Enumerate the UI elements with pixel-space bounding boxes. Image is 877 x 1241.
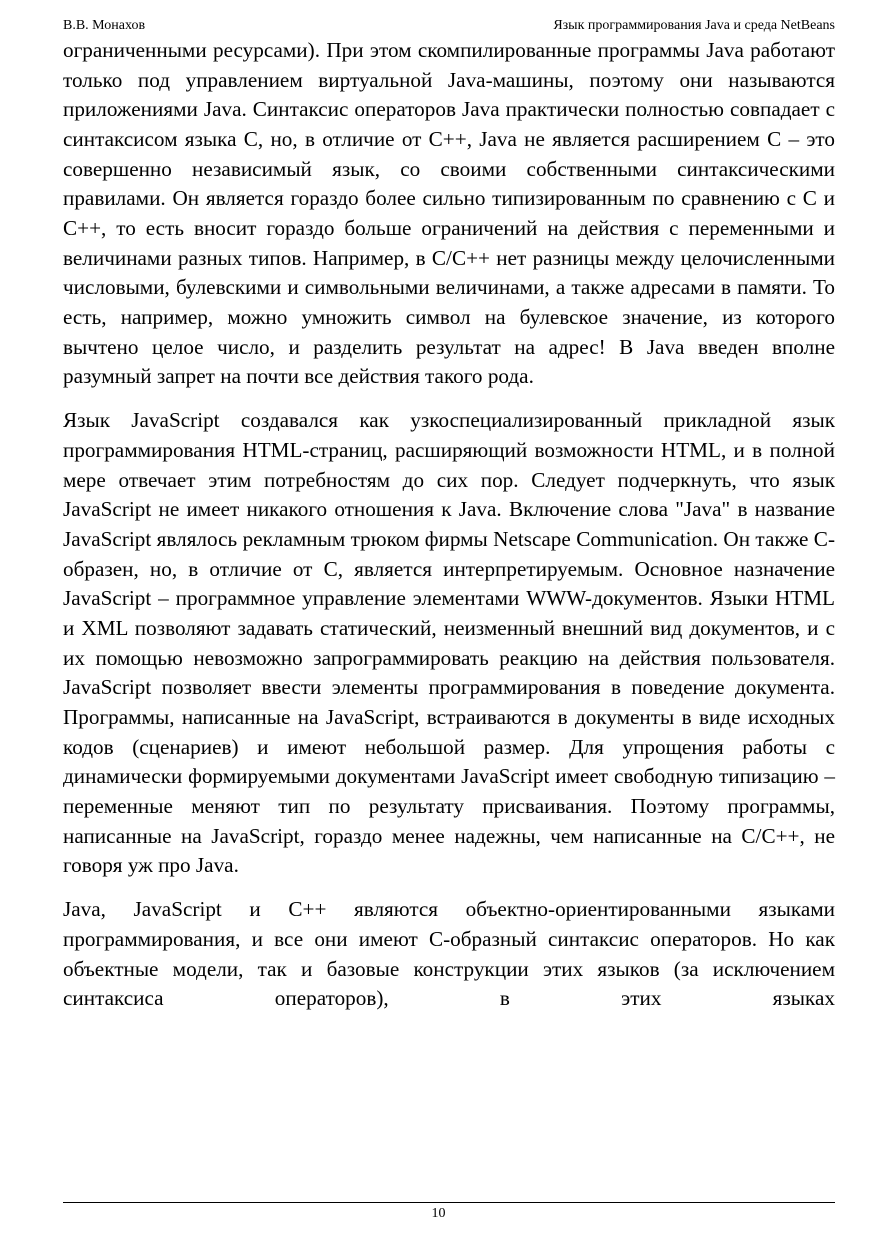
page-number: 10 <box>431 1206 446 1221</box>
paragraph-javascript: Язык JavaScript создавался как узкоспециализированный прикладной язык программирования HTML-страниц, расширяющий возможности HTML, и в полной мере отвечает этим потребностям до сих пор. Следует подчеркнуть, что язык JavaScript не имеет никакого отношения к Java. Включение слова "Java" в название JavaScript являлось рекламным трюком фирмы Netscape Communication. Он также C-образен, но, в отличие от C, является интерпретируемым. Основное назначение JavaScript – программное управление элементами WWW-документов. Языки HTML и XML позволяют задавать статический, неизменный внешний вид документов, и с их помощью невозможно запрограммировать реакцию на действия пользователя. JavaScript позволяет ввести элементы программирования в поведение документа. Программы, написанные на JavaScript, встраиваются в документы в виде исходных кодов (сценариев) и имеют небольшой размер. Для упрощения работы с динамически формируемыми документами JavaScript имеет свободную типизацию – переменные меняют тип по результату присваивания. Поэтому программы, написанные на JavaScript, гораздо менее надежны, чем написанные на C/C++, не говоря уж про Java. <box>63 408 835 878</box>
page-header <box>63 16 835 36</box>
paragraph-java-typing: ограниченными ресурсами). При этом скомпилированные программы Java работают только под управлением виртуальной Java-машины, поэтому они называются приложениями Java. Синтаксис операторов Java практически полностью совпадает с синтаксисом языка C, но, в отличие от C++, Java не является расширением C – это совершенно независимый язык, со своими собственными синтаксическими правилами. Он является гораздо более сильно типизированным по сравнению с C и C++, то есть вносит гораздо больше ограничений на действия с переменными и величинами разных типов. Например, в C/C++ нет разницы между целочисленными числовыми, булевскими и символьными величинами, а также адресами в памяти. То есть, например, можно умножить символ на булевское значение, из которого вычтено целое число, и разделить результат на адрес! В Java введен вполне разумный запрет на почти все действия такого рода. <box>63 38 835 389</box>
header-author: В.В. Монахов <box>63 18 146 33</box>
paragraph-object-models: Java, JavaScript и C++ являются объектно-ориентированными языками программирования, и все они имеют C-образный синтаксис операторов. Но как объектные модели, так и базовые конструкции этих языков (за исключением синтаксиса операторов), в этих языках <box>63 897 835 1011</box>
footer-divider <box>63 1202 835 1203</box>
header-book-title: Язык программирования Java и среда NetBeans <box>553 18 835 33</box>
page-body <box>63 36 835 1014</box>
